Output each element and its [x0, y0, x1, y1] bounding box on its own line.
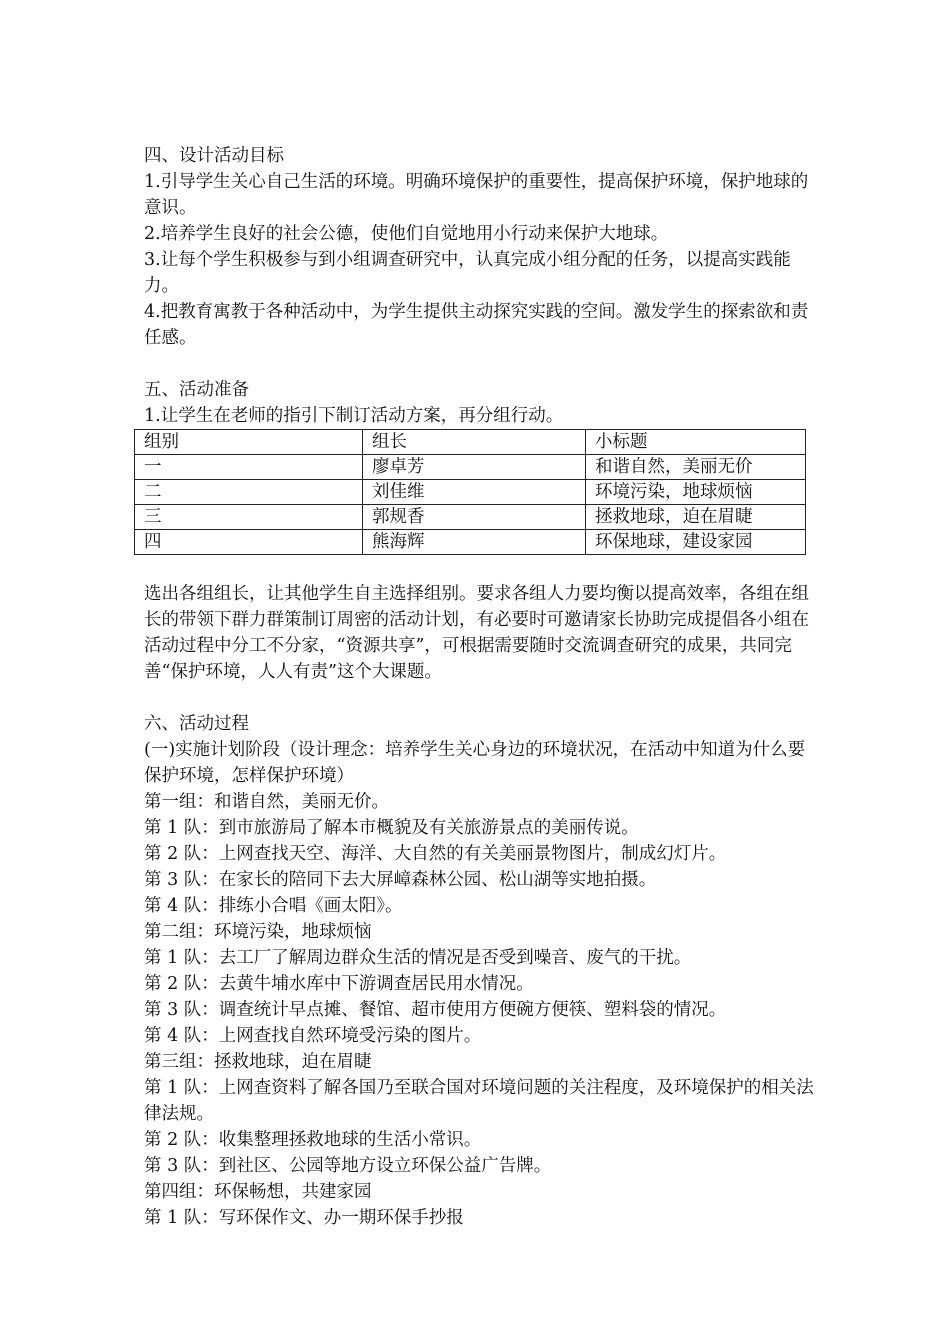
section5-heading: 五、活动准备 [144, 380, 249, 400]
process-line: (一)实施计划阶段（设计理念：培养学生关心身边的环境状况，在活动中知道为什么要保护环境，怎样保护环境） [144, 740, 806, 786]
goal-item-2: 2.培养学生良好的社会公德，使他们自觉地用小行动来保护大地球。 [144, 224, 669, 244]
preparation-paragraph: 选出各组组长，让其他学生自主选择组别。要求各组人力要均衡以提高效率，各组在组长的带领下群力群策制订周密的活动计划，有必要时可邀请家长协助完成提倡各小组在活动过程中分工不分家，“资源共享”，可根据需要随时交流调查研究的成果，共同完善“保护环境，人人有责”这个大课题。 [144, 584, 809, 682]
section6-heading: 六、活动过程 [144, 714, 249, 734]
table-row [135, 505, 806, 530]
process-line: 第 4 队：排练小合唱《画太阳》。 [144, 896, 403, 916]
process-line: 第 1 队：写环保作文、办一期环保手抄报 [144, 1208, 464, 1228]
cell-leader: 刘佳维 [363, 480, 586, 505]
document-page [144, 143, 816, 1231]
process-line: 第 3 队：到社区、公园等地方设立环保公益广告牌。 [144, 1156, 552, 1176]
process-line: 第 2 队：收集整理拯救地球的生活小常识。 [144, 1130, 482, 1150]
goal-item-4: 4.把教育寓教于各种活动中，为学生提供主动探究实践的空间。激发学生的探索欲和责任感。 [144, 302, 809, 348]
section4-heading: 四、设计活动目标 [144, 146, 284, 166]
process-line: 第三组：拯救地球，迫在眉睫 [144, 1052, 372, 1072]
process-line: 第二组：环境污染，地球烦恼 [144, 922, 372, 942]
process-line: 第 1 队：去工厂了解周边群众生活的情况是否受到噪音、废气的干扰。 [144, 948, 692, 968]
process-line: 第 2 队：上网查找天空、海洋、大自然的有关美丽景物图片，制成幻灯片。 [144, 844, 727, 864]
cell-subtitle: 环境污染，地球烦恼 [586, 480, 806, 505]
cell-subtitle: 拯救地球，迫在眉睫 [586, 505, 806, 530]
process-line: 第 2 队：去黄牛埔水库中下游调查居民用水情况。 [144, 974, 534, 994]
group-table [134, 429, 806, 555]
cell-group: 三 [135, 505, 363, 530]
cell-group: 二 [135, 480, 363, 505]
table-row [135, 480, 806, 505]
cell-group: 四 [135, 530, 363, 555]
preparation-intro: 1.让学生在老师的指引下制订活动方案，再分组行动。 [144, 406, 564, 426]
header-group: 组别 [135, 430, 363, 455]
cell-subtitle: 环保地球，建设家园 [586, 530, 806, 555]
header-leader: 组长 [363, 430, 586, 455]
group-table-wrapper [144, 429, 816, 555]
goal-item-3: 3.让每个学生积极参与到小组调查研究中，认真完成小组分配的任务，以提高实践能力。 [144, 250, 791, 296]
process-line: 第一组：和谐自然，美丽无价。 [144, 792, 389, 812]
spacer [144, 555, 816, 581]
process-line: 第 1 队：上网查资料了解各国乃至联合国对环境问题的关注程度，及环境保护的相关法律法规。 [144, 1078, 814, 1124]
cell-group: 一 [135, 455, 363, 480]
table-header-row [135, 430, 806, 455]
cell-leader: 熊海辉 [363, 530, 586, 555]
cell-leader: 郭规香 [363, 505, 586, 530]
process-line: 第 4 队：上网查找自然环境受污染的图片。 [144, 1026, 482, 1046]
goal-item-1: 1.引导学生关心自己生活的环境。明确环境保护的重要性，提高保护环境，保护地球的意识。 [144, 172, 809, 218]
process-line: 第四组：环保畅想，共建家园 [144, 1182, 372, 1202]
process-line: 第 1 队：到市旅游局了解本市概貌及有关旅游景点的美丽传说。 [144, 818, 639, 838]
process-line: 第 3 队：在家长的陪同下去大屏嶂森林公园、松山湖等实地拍摄。 [144, 870, 657, 890]
cell-subtitle: 和谐自然，美丽无价 [586, 455, 806, 480]
spacer [144, 685, 816, 711]
cell-leader: 廖卓芳 [363, 455, 586, 480]
header-subtitle: 小标题 [586, 430, 806, 455]
table-row [135, 455, 806, 480]
spacer [144, 351, 816, 377]
process-line: 第 3 队：调查统计早点摊、餐馆、超市使用方便碗方便筷、塑料袋的情况。 [144, 1000, 727, 1020]
table-row [135, 530, 806, 555]
